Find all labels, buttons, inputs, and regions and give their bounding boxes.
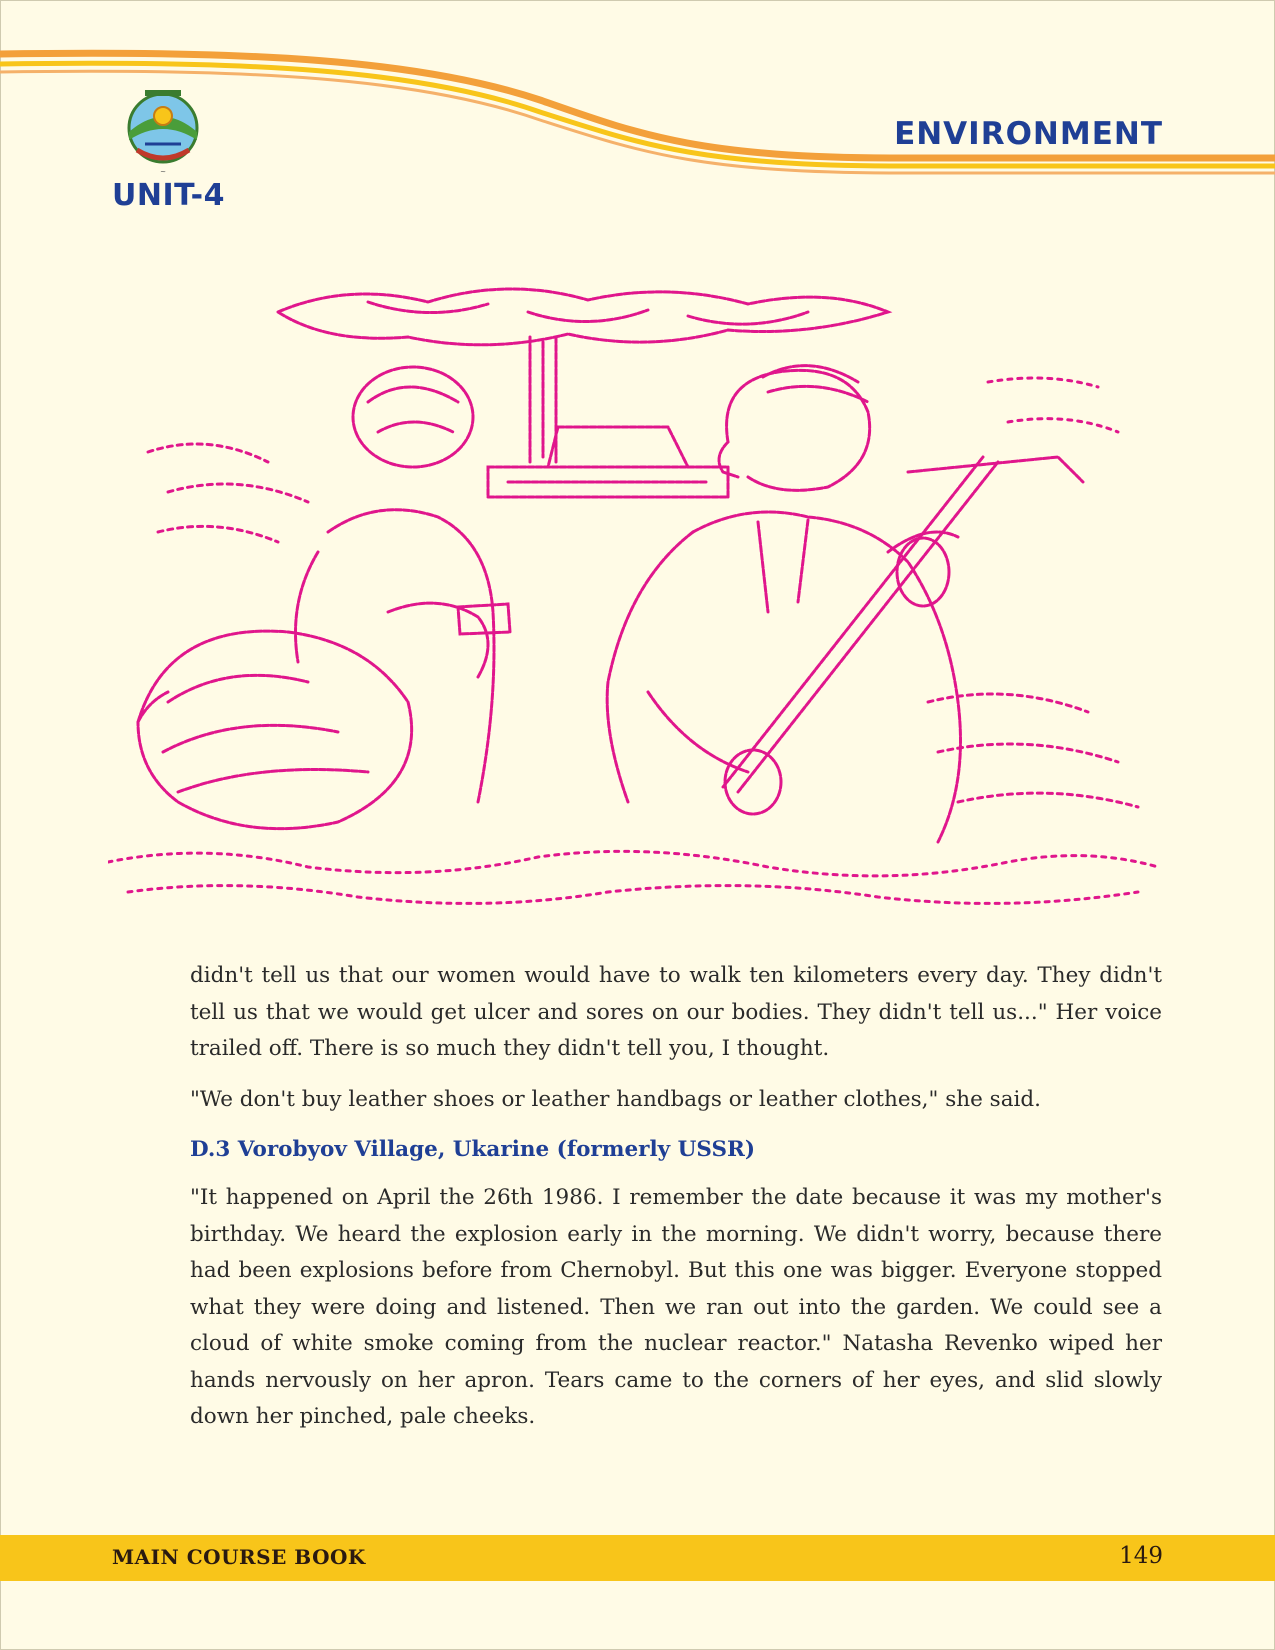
paragraph-2: "We don't buy leather shoes or leather handbags or leather clothes," she said. [190,1086,1041,1112]
paragraph-3: "It happened on April the 26th 1986. I remember the date because it was my mother's birthday. We heard the explosion early in the morning. We didn't worry, because there had been explosions before from Chernobyl. But this one was bigger. Everyone stopped what they were doing and listened. Then we ran out into the garden. We could see a cloud of white smoke coming from the nuclear reactor." Natasha Revenko wiped her hands nervously on her apron. Tears came to the corners of her eyes, and slid slowly down her pinched, pale cheeks. [190,1185,1162,1429]
school-emblem-logo [115,82,211,178]
villagers-illustration-icon [108,282,1158,922]
footer-bar [0,1535,1275,1581]
body-text [190,958,1162,1450]
chapter-title: ENVIRONMENT [894,116,1163,152]
paragraph-1: didn't tell us that our women would have to walk ten kilometers every day. They didn't tell us that we would get ulcer and sores on our bodies. They didn't tell us..." Her voice trailed off. There is so much they didn't tell you, I thought. [190,963,1162,1061]
section-heading: D.3 Vorobyov Village, Ukarine (formerly USSR) [190,1137,756,1162]
unit-label: UNIT-4 [112,178,226,213]
footer-book-title: MAIN COURSE BOOK [112,1545,366,1569]
page-number: 149 [1119,1543,1163,1569]
svg-text:~: ~ [160,168,166,176]
